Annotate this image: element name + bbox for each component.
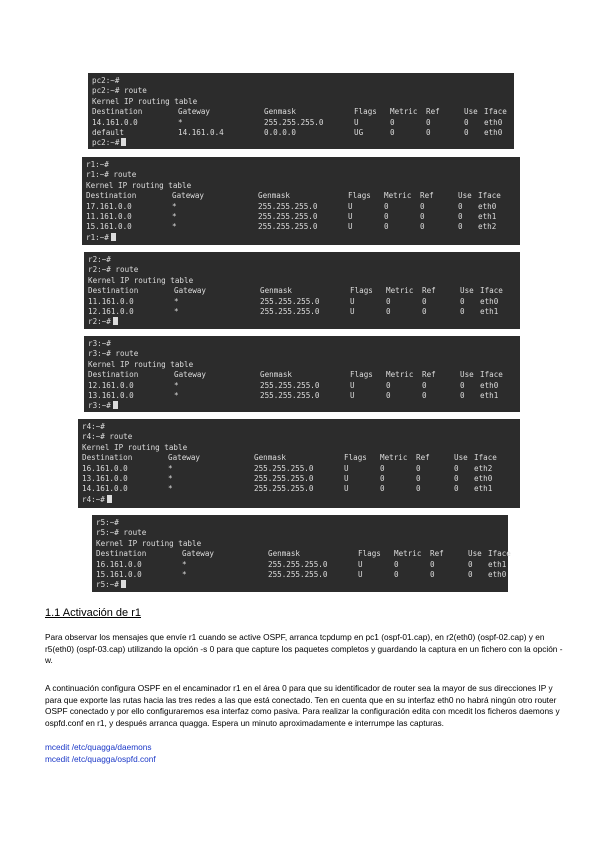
terminal-prompt: r4:~# [82, 494, 105, 504]
table-cell: 0 [430, 559, 435, 569]
column-header: Metric [384, 191, 412, 201]
terminal-prompt: r2:~# [88, 317, 111, 327]
terminal-prompt: pc2:~# [92, 76, 120, 85]
command-mcedit-ospfd: mcedit /etc/quagga/ospfd.conf [45, 754, 156, 764]
table-cell: 0 [454, 473, 459, 483]
table-cell: 255.255.255.0 [254, 463, 314, 473]
cursor-icon [121, 580, 126, 588]
table-cell: eth1 [480, 390, 499, 400]
column-header: Gateway [168, 453, 201, 463]
terminal-prompt: r3:~# [88, 339, 111, 348]
routing-table-row [88, 307, 520, 317]
table-cell: 0 [416, 484, 421, 494]
column-header: Destination [86, 191, 137, 201]
column-header: Ref [422, 286, 436, 296]
table-cell: 0 [386, 296, 391, 306]
table-cell: 0 [420, 201, 425, 211]
table-cell: 15.161.0.0 [86, 222, 132, 232]
routing-table-row [88, 381, 520, 391]
table-cell: default [92, 127, 125, 137]
routing-table-header [82, 453, 520, 463]
table-cell: 0 [390, 117, 395, 127]
table-cell: 0 [422, 380, 427, 390]
table-cell: 255.255.255.0 [268, 559, 328, 569]
table-cell: 0.0.0.0 [264, 127, 297, 137]
table-cell: 0 [458, 211, 463, 221]
table-cell: U [348, 201, 353, 211]
table-cell: 0 [384, 222, 389, 232]
terminal-command: r4:~# route [82, 432, 133, 442]
table-cell: eth0 [480, 380, 499, 390]
table-cell: 255.255.255.0 [258, 222, 318, 232]
table-cell: U [344, 473, 349, 483]
table-cell: 11.161.0.0 [88, 296, 134, 306]
table-cell: 0 [390, 127, 395, 137]
routing-table-row [96, 560, 508, 570]
routing-table-title: Kernel IP routing table [86, 180, 192, 190]
terminal-prompt: r5:~# [96, 518, 119, 527]
table-cell: eth0 [474, 473, 493, 483]
table-cell: U [350, 296, 355, 306]
table-cell: 0 [420, 222, 425, 232]
table-cell: 12.161.0.0 [88, 306, 134, 316]
routing-table-row [86, 202, 520, 212]
terminal-window [84, 336, 520, 412]
column-header: Gateway [174, 370, 207, 380]
terminal-end-prompt [82, 495, 520, 505]
table-cell: U [350, 306, 355, 316]
routing-table-row [92, 128, 514, 138]
column-header: Metric [390, 107, 418, 117]
table-cell: * [174, 306, 179, 316]
terminal-command: r5:~# route [96, 528, 147, 538]
command-mcedit-daemons: mcedit /etc/quagga/daemons [45, 742, 152, 752]
column-header: Flags [348, 191, 371, 201]
table-cell: eth2 [474, 463, 493, 473]
table-cell: 0 [380, 463, 385, 473]
table-cell: 0 [420, 211, 425, 221]
terminal-prompt: r3:~# [88, 401, 111, 411]
terminal-end-prompt [88, 317, 520, 327]
column-header: Use [454, 453, 468, 463]
table-cell: 0 [460, 296, 465, 306]
column-header: Gateway [174, 286, 207, 296]
routing-table-row [92, 118, 514, 128]
cursor-icon [121, 138, 126, 146]
table-cell: 0 [386, 380, 391, 390]
routing-table-header [86, 191, 520, 201]
routing-table-row [88, 391, 520, 401]
table-cell: 0 [458, 201, 463, 211]
table-cell: eth0 [478, 201, 497, 211]
cursor-icon [111, 233, 116, 241]
column-header: Destination [82, 453, 133, 463]
table-cell: U [344, 484, 349, 494]
table-cell: 0 [464, 117, 469, 127]
column-header: Destination [88, 370, 139, 380]
routing-table-row [82, 474, 520, 484]
table-cell: * [174, 390, 179, 400]
table-cell: eth1 [474, 484, 493, 494]
table-cell: 15.161.0.0 [96, 569, 142, 579]
table-cell: 16.161.0.0 [82, 463, 128, 473]
table-cell: U [350, 380, 355, 390]
column-header: Destination [92, 107, 143, 117]
table-cell: 255.255.255.0 [260, 306, 320, 316]
table-cell: 0 [384, 211, 389, 221]
routing-table-row [88, 297, 520, 307]
column-header: Ref [420, 191, 434, 201]
table-cell: U [350, 390, 355, 400]
table-cell: 13.161.0.0 [82, 473, 128, 483]
table-cell: * [182, 569, 187, 579]
table-cell: 13.161.0.0 [88, 390, 134, 400]
table-cell: 12.161.0.0 [88, 380, 134, 390]
column-header: Genmask [258, 191, 291, 201]
table-cell: * [172, 211, 177, 221]
table-cell: 0 [454, 463, 459, 473]
column-header: Iface [484, 107, 507, 117]
table-cell: U [344, 463, 349, 473]
table-cell: 255.255.255.0 [260, 390, 320, 400]
table-cell: 0 [460, 306, 465, 316]
table-cell: 255.255.255.0 [260, 380, 320, 390]
routing-table-title: Kernel IP routing table [96, 538, 202, 548]
table-cell: 0 [422, 306, 427, 316]
table-cell: 0 [422, 296, 427, 306]
table-cell: 255.255.255.0 [254, 473, 314, 483]
table-cell: eth2 [478, 222, 497, 232]
table-cell: 255.255.255.0 [268, 569, 328, 579]
table-cell: * [168, 473, 173, 483]
terminal-window [78, 419, 520, 508]
table-cell: U [358, 569, 363, 579]
table-cell: 0 [458, 222, 463, 232]
paragraph-2: A continuación configura OSPF en el encaminador r1 en el área 0 para que su identificador de router sea la mayor de sus direcciones IP y para que exporte las rutas hacia las tres redes a las que está conectado. Ten en cuenta que en su interfaz eth0 no habrá ningún otro router OSPF conectado y por ello configuraremos esa interfaz como pasiva. Para realizar la configuración edita con mcedit los ficheros daemons y ospfd.conf en r1, y después arranca quagga. Espera un minuto aproximadamente e interrumpe las capturas. [45, 683, 560, 728]
column-header: Destination [96, 549, 147, 559]
table-cell: 0 [468, 559, 473, 569]
table-cell: 0 [464, 127, 469, 137]
column-header: Iface [478, 191, 501, 201]
column-header: Use [458, 191, 472, 201]
table-cell: 255.255.255.0 [258, 211, 318, 221]
routing-table-title: Kernel IP routing table [88, 275, 194, 285]
table-cell: 14.161.0.0 [82, 484, 128, 494]
routing-table-row [86, 222, 520, 232]
table-cell: 11.161.0.0 [86, 211, 132, 221]
table-cell: * [172, 201, 177, 211]
table-cell: 0 [460, 380, 465, 390]
column-header: Use [460, 370, 474, 380]
table-cell: 17.161.0.0 [86, 201, 132, 211]
table-cell: U [358, 559, 363, 569]
table-cell: 0 [386, 306, 391, 316]
table-cell: 0 [468, 569, 473, 579]
table-cell: U [348, 222, 353, 232]
terminal-end-prompt [88, 401, 520, 411]
routing-table-title: Kernel IP routing table [82, 442, 188, 452]
table-cell: eth1 [478, 211, 497, 221]
column-header: Ref [430, 549, 444, 559]
table-cell: eth0 [484, 127, 503, 137]
terminal-window [88, 73, 514, 149]
table-cell: * [178, 117, 183, 127]
terminal-command: r2:~# route [88, 265, 139, 275]
terminal-prompt: r1:~# [86, 160, 109, 169]
terminal-prompt: r1:~# [86, 232, 109, 242]
terminal-command: r3:~# route [88, 349, 139, 359]
table-cell: U [348, 211, 353, 221]
table-cell: U [354, 117, 359, 127]
routing-table-row [82, 484, 520, 494]
table-cell: 0 [384, 201, 389, 211]
column-header: Genmask [254, 453, 287, 463]
routing-table-row [96, 570, 508, 580]
table-cell: 0 [460, 390, 465, 400]
table-cell: eth1 [488, 559, 507, 569]
column-header: Destination [88, 286, 139, 296]
table-cell: 0 [386, 390, 391, 400]
terminal-window [84, 252, 520, 329]
table-cell: eth0 [488, 569, 507, 579]
routing-table-header [96, 549, 511, 559]
column-header: Gateway [178, 107, 211, 117]
column-header: Genmask [268, 549, 301, 559]
table-cell: * [174, 296, 179, 306]
column-header: Flags [350, 286, 373, 296]
table-cell: eth1 [480, 306, 499, 316]
terminal-command: pc2:~# route [92, 86, 147, 96]
column-header: Metric [386, 370, 414, 380]
column-header: Ref [426, 107, 440, 117]
column-header: Metric [394, 549, 422, 559]
table-cell: 0 [454, 484, 459, 494]
table-cell: 0 [394, 569, 399, 579]
column-header: Iface [480, 370, 503, 380]
routing-table-row [82, 464, 520, 474]
column-header: Use [460, 286, 474, 296]
column-header: Genmask [260, 286, 293, 296]
table-cell: 14.161.0.0 [92, 117, 138, 127]
column-header: Flags [350, 370, 373, 380]
column-header: Flags [358, 549, 381, 559]
terminal-window [92, 515, 511, 592]
table-cell: 255.255.255.0 [254, 484, 314, 494]
table-cell: 16.161.0.0 [96, 559, 142, 569]
terminal-window [82, 157, 520, 245]
table-cell: UG [354, 127, 364, 137]
column-header: Use [468, 549, 482, 559]
table-cell: 255.255.255.0 [264, 117, 324, 127]
column-header: Iface [488, 549, 511, 559]
column-header: Genmask [264, 107, 297, 117]
column-header: Gateway [182, 549, 215, 559]
cursor-icon [113, 317, 118, 325]
table-cell: 0 [380, 484, 385, 494]
column-header: Iface [480, 286, 503, 296]
routing-table-title: Kernel IP routing table [92, 96, 198, 106]
table-cell: 255.255.255.0 [260, 296, 320, 306]
table-cell: 0 [416, 463, 421, 473]
table-cell: 0 [426, 117, 431, 127]
routing-table-row [86, 212, 520, 222]
table-cell: eth0 [480, 296, 499, 306]
terminal-prompt: r2:~# [88, 255, 111, 264]
section-heading: 1.1 Activación de r1 [45, 607, 142, 619]
column-header: Use [464, 107, 478, 117]
terminal-prompt: r5:~# [96, 580, 119, 590]
table-cell: 0 [394, 559, 399, 569]
table-cell: 0 [422, 390, 427, 400]
paragraph-1: Para observar los mensajes que envíe r1 cuando se active OSPF, arranca tcpdump en pc1 (ospf-01.cap), en r2(eth0) (ospf-02.cap) y en r5(eth0) (ospf-03.cap) utilizando la opción -s 0 para que capture los paquetes completos y guardando la captura en un fichero con la opción -w. [45, 632, 563, 666]
column-header: Flags [354, 107, 377, 117]
column-header: Iface [474, 453, 497, 463]
table-cell: 0 [416, 473, 421, 483]
column-header: Gateway [172, 191, 205, 201]
table-cell: 255.255.255.0 [258, 201, 318, 211]
terminal-prompt: r4:~# [82, 422, 105, 431]
column-header: Metric [380, 453, 408, 463]
table-cell: * [174, 380, 179, 390]
column-header: Metric [386, 286, 414, 296]
routing-table-header [88, 286, 520, 296]
column-header: Ref [422, 370, 436, 380]
table-cell: * [182, 559, 187, 569]
cursor-icon [113, 401, 118, 409]
cursor-icon [107, 495, 112, 503]
table-cell: * [168, 484, 173, 494]
table-cell: * [172, 222, 177, 232]
terminal-end-prompt [86, 233, 520, 243]
terminal-end-prompt [96, 580, 508, 590]
table-cell: eth0 [484, 117, 503, 127]
column-header: Flags [344, 453, 367, 463]
table-cell: 14.161.0.4 [178, 127, 224, 137]
terminal-command: r1:~# route [86, 170, 137, 180]
table-cell: 0 [430, 569, 435, 579]
table-cell: 0 [380, 473, 385, 483]
column-header: Genmask [260, 370, 293, 380]
routing-table-title: Kernel IP routing table [88, 359, 194, 369]
routing-table-header [88, 370, 520, 380]
terminal-end-prompt [92, 138, 514, 148]
routing-table-header [92, 107, 514, 117]
column-header: Ref [416, 453, 430, 463]
terminal-prompt: pc2:~# [92, 138, 120, 148]
table-cell: * [168, 463, 173, 473]
table-cell: 0 [426, 127, 431, 137]
